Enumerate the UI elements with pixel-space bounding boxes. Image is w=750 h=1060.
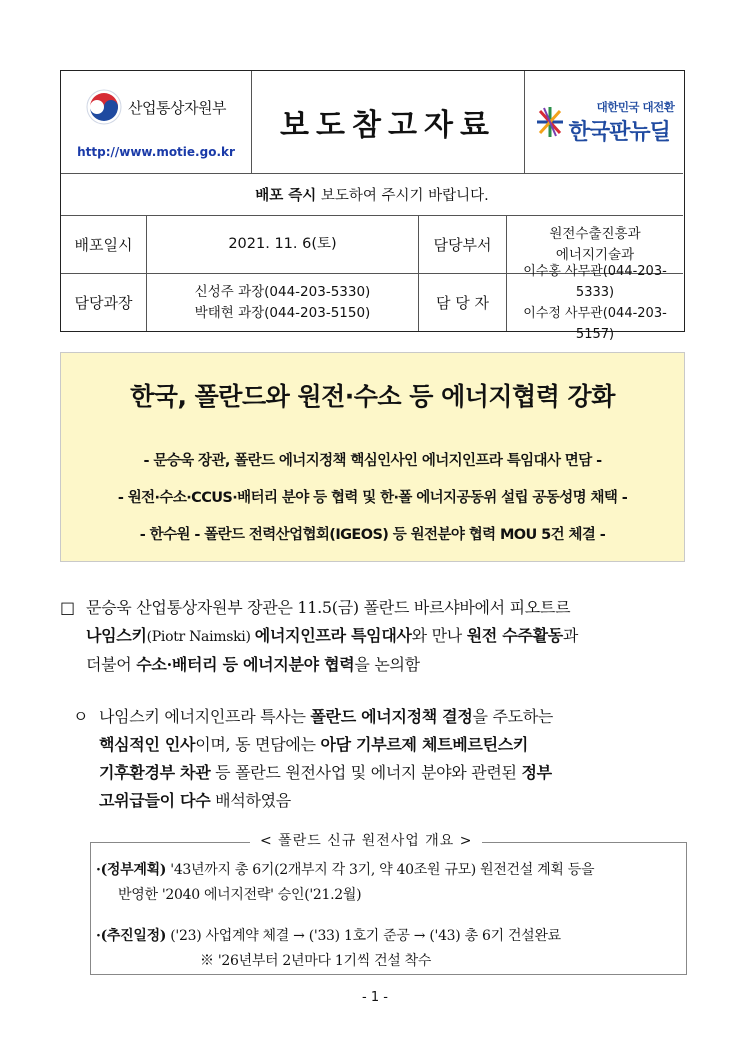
doc-type-title: 보도참고자료 xyxy=(280,108,496,143)
dept-value-2: 에너지기술과 xyxy=(555,246,635,263)
p2-line-1: ㅇ 나임스키 에너지인프라 특사는 폴란드 에너지정책 결정을 주도하는 xyxy=(73,703,703,731)
new-deal-logo-icon xyxy=(535,105,565,139)
officer-1: 이수홍 사무관(044-203-5333) xyxy=(523,263,667,300)
p2-line-3: 기후환경부 차관 등 폴란드 원전사업 및 에너지 분야와 관련된 정부 xyxy=(99,763,552,782)
box-item-1-label: ·(정부계획) xyxy=(96,862,167,878)
headline-box xyxy=(60,352,685,562)
headline-sub-3: - 한수원 - 폴란드 전력산업협회(IGEOS) 등 원전분야 협력 MOU 5건 체결 - xyxy=(139,527,606,543)
officer-2: 이수정 사무관(044-203-5157) xyxy=(523,305,667,342)
project-overview-title: < 폴란드 신규 원전사업 개요 > xyxy=(250,830,482,850)
ministry-url-link[interactable]: http://www.motie.go.kr xyxy=(77,145,235,159)
box-item-1: ·(정부계획) '43년까지 총 6기(2개부지 각 3기, 약 40조원 규모) 원전건설 계획 등을 반영한 '2040 에너지전략' 승인('21.2월) xyxy=(96,862,595,903)
ministry-logo-cell xyxy=(61,71,251,173)
director-1: 신성주 과장(044-203-5330) xyxy=(194,283,371,300)
date-value: 2021. 11. 6(토) xyxy=(146,215,418,273)
headline-sub-1: - 문승욱 장관, 폴란드 에너지정책 핵심인사인 에너지인프라 특임대사 면담 - xyxy=(143,453,602,469)
taegeuk-emblem-icon xyxy=(86,89,122,125)
dept-label: 담당부서 xyxy=(418,215,506,273)
brand-cell xyxy=(524,71,684,173)
date-label: 배포일시 xyxy=(61,215,146,273)
brand-name: 한국판뉴딜 xyxy=(568,119,670,145)
release-note-emphasis: 배포 즉시 xyxy=(255,188,317,204)
header-table xyxy=(60,70,685,342)
doc-type-cell xyxy=(251,71,524,173)
p1-line-3: 더불어 수소·배터리 등 에너지분야 협력을 논의함 xyxy=(86,655,420,674)
headline-title: 한국, 폴란드와 원전·수소 등 에너지협력 강화 xyxy=(130,382,615,411)
headline-sub-2: - 원전·수소·CCUS·배터리 분야 등 협력 및 한·폴 에너지공동위 설립 공동성명 채택 - xyxy=(117,490,628,506)
release-note-text: 보도하여 주시기 바랍니다. xyxy=(316,188,489,204)
release-note-row xyxy=(61,173,683,215)
paragraph-2 xyxy=(73,703,703,815)
director-value xyxy=(146,273,418,331)
p1-line-1: □ 문승욱 산업통상자원부 장관은 11.5(금) 폴란드 바르샤바에서 피오트르 xyxy=(60,594,700,622)
p2-line-4: 고위급들이 다수 배석하였음 xyxy=(99,791,291,810)
ministry-name: 산업통상자원부 xyxy=(128,98,226,117)
page-number: - 1 - xyxy=(362,990,388,1005)
box-item-2-note: ※ '26년부터 2년마다 1기씩 건설 착수 xyxy=(200,953,432,969)
officer-label: 담 당 자 xyxy=(418,273,506,331)
officer-value xyxy=(506,263,683,342)
director-2: 박태현 과장(044-203-5150) xyxy=(194,304,371,321)
dept-value-1: 원전수출진흥과 xyxy=(549,225,641,242)
p1-line-2: 나임스키(Piotr Naimski) 에너지인프라 특임대사와 만나 원전 수주활동과 xyxy=(86,626,579,645)
square-bullet-icon: □ xyxy=(60,598,75,617)
director-label: 담당과장 xyxy=(61,273,146,331)
brand-slogan: 대한민국 대전환 xyxy=(596,99,675,114)
p2-line-2: 핵심적인 인사이며, 동 면담에는 아담 기부르제 체트베르틴스키 xyxy=(99,735,529,754)
box-item-2-label: ·(추진일정) xyxy=(96,928,167,944)
box-item-2: ·(추진일정) ('23) 사업계약 체결 → ('33) 1호기 준공 → ('43) 총 6기 건설완료 ※ '26년부터 2년마다 1기씩 건설 착수 xyxy=(96,928,561,969)
circle-bullet-icon: ㅇ xyxy=(73,707,89,726)
paragraph-1 xyxy=(60,594,700,679)
